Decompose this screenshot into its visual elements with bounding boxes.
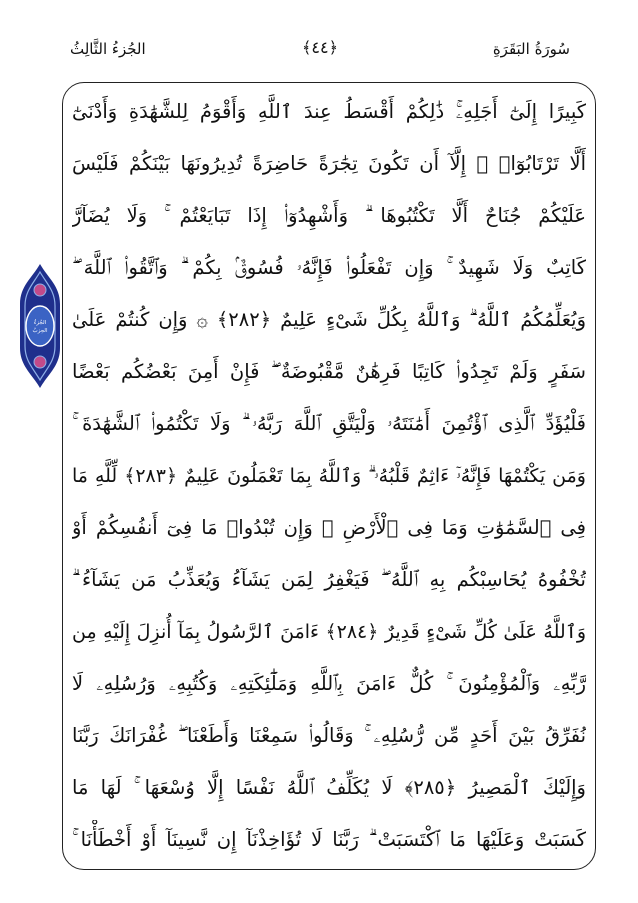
text-line: فِى ٱلسَّمَٰوَٰتِ وَمَا فِى ٱلْأَرْضِ ۗ وَإِن تُبْدُوا۟ مَا فِىٓ أَنفُسِكُمْ أَوْ [72, 516, 586, 539]
text-line: تُخْفُوهُ يُحَاسِبْكُم بِهِ ٱللَّهُ ۖ فَيَغْفِرُ لِمَن يَشَآءُ وَيُعَذِّبُ مَن يَشَآءُ ۗ [72, 568, 586, 591]
surah-name: سُورَةُ البَقَرَةِ [492, 40, 570, 58]
text-line: وَمَن يَكْتُمْهَا فَإِنَّهُۥٓ ءَاثِمٌ قَلْبُهُۥ ۗ وَٱللَّهُ بِمَا تَعْمَلُونَ عَلِيمٌ ﴿٢٨٣﴾ لِّلَّهِ مَا [72, 465, 586, 487]
svg-text:الحِزبُ: الحِزبُ [32, 328, 48, 334]
text-line: رَّبِّهِۦ وَٱلْمُؤْمِنُونَ ۚ كُلٌّ ءَامَنَ بِٱللَّهِ وَمَلَٰٓئِكَتِهِۦ وَكُتُبِهِۦ وَرُسُلِهِۦ لَا [72, 672, 586, 695]
juz-name: الجُزءُ الثَّالِثُ [70, 40, 146, 58]
page-header [70, 38, 570, 68]
hizb-ornament-icon [20, 264, 60, 388]
svg-text:الجُزءُ: الجُزءُ [33, 320, 47, 326]
text-line: وَإِلَيْكَ ٱلْمَصِيرُ ﴿٢٨٥﴾ لَا يُكَلِّفُ ٱللَّهُ نَفْسًا إِلَّا وُسْعَهَا ۚ لَهَا مَا [72, 776, 586, 799]
text-line: وَيُعَلِّمُكُمُ ٱللَّهُ ۗ وَٱللَّهُ بِكُلِّ شَىْءٍ عَلِيمٌ ﴿٢٨٢﴾ ۞ وَإِن كُنتُمْ عَلَىٰ [72, 308, 586, 331]
text-line: كَبِيرًا إِلَىٰٓ أَجَلِهِۦۚ ذَٰلِكُمْ أَقْسَطُ عِندَ ٱللَّهِ وَأَقْوَمُ لِلشَّهَٰدَةِ وَأَدْنَىٰٓ [72, 100, 586, 123]
text-line: فَلْيُؤَدِّ ٱلَّذِى ٱؤْتُمِنَ أَمَٰنَتَهُۥ وَلْيَتَّقِ ٱللَّهَ رَبَّهُۥ ۗ وَلَا تَكْتُمُوا۟ ٱلشَّهَٰدَةَ ۚ [72, 412, 586, 435]
text-line: نُفَرِّقُ بَيْنَ أَحَدٍ مِّن رُّسُلِهِۦ ۚ وَقَالُوا۟ سَمِعْنَا وَأَطَعْنَا ۖ غُفْرَانَكَ رَبَّنَا [72, 724, 586, 747]
text-line: وَٱللَّهُ عَلَىٰ كُلِّ شَىْءٍ قَدِيرٌ ﴿٢٨٤﴾ ءَامَنَ ٱلرَّسُولُ بِمَآ أُنزِلَ إِلَيْهِ مِن [72, 621, 586, 643]
text-line: سَفَرٍ وَلَمْ تَجِدُوا۟ كَاتِبًا فَرِهَٰنٌ مَّقْبُوضَةٌ ۖ فَإِنْ أَمِنَ بَعْضُكُم بَعْضًا [72, 360, 586, 383]
text-line: أَلَّا تَرْتَابُوٓا۟ ۖ إِلَّآ أَن تَكُونَ تِجَٰرَةً حَاضِرَةً تُدِيرُونَهَا بَيْنَكُمْ فَلَيْسَ [72, 152, 586, 175]
text-line: كَسَبَتْ وَعَلَيْهَا مَا ٱكْتَسَبَتْ ۗ رَبَّنَا لَا تُؤَاخِذْنَآ إِن نَّسِينَآ أَوْ أَخْطَأْنَا ۚ [72, 828, 586, 851]
text-line: عَلَيْكُمْ جُنَاحٌ أَلَّا تَكْتُبُوهَا ۗ وَأَشْهِدُوٓا۟ إِذَا تَبَايَعْتُمْ ۚ وَلَا يُضَآرَّ [72, 204, 586, 227]
page-number: ﴿٤٤﴾ [302, 38, 338, 57]
quran-text-block [72, 92, 586, 860]
text-line: كَاتِبٌ وَلَا شَهِيدٌ ۚ وَإِن تَفْعَلُوا۟ فَإِنَّهُۥ فُسُوقٌۢ بِكُمْ ۗ وَٱتَّقُوا۟ ٱللَّهَ ۖ [72, 256, 586, 279]
